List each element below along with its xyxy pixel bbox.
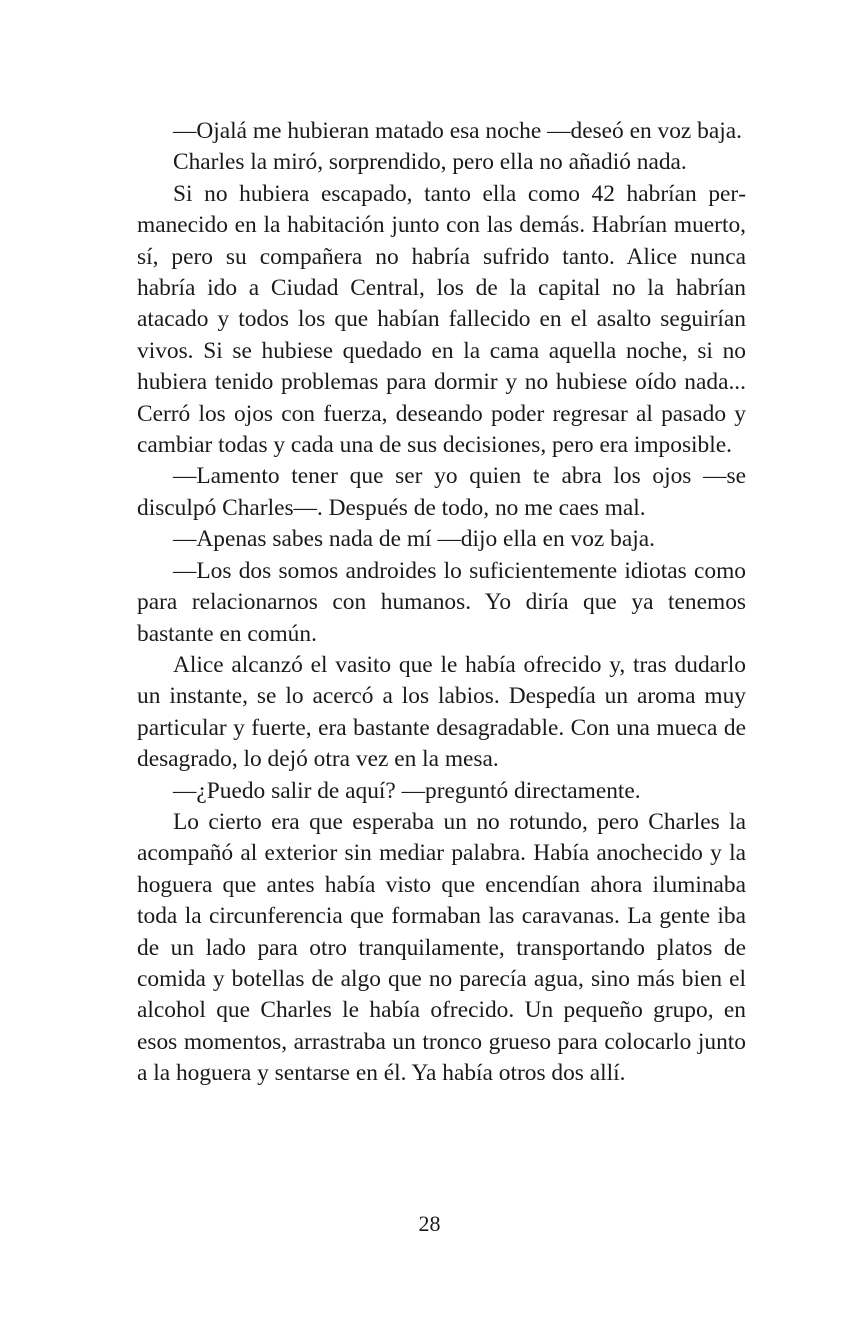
paragraph: Charles la miró, sorprendido, pero ella no añadió nada. [173,149,687,176]
paragraph: —Apenas sabes nada de mí —dijo ella en voz baja. [173,526,655,553]
body-text [137,116,746,1090]
paragraph: Si no hubiera escapado, tanto ella como 42 habrían permanecido en la habitación junto con las demás. Habrían muerto, sí, pero su compañera no habría sufrido tanto. Alice nunca habría ido a Ciudad Central, los de la capital no la habrían atacado y todos los que habían fallecido en el asalto seguirían vivos. Si se hubiese quedado en la cama aquella noche, si no hubiera tenido problemas para dormir y no hubiese oído nada... Cerró los ojos con fuerza, deseando poder regresar al pasado y cambiar todas y cada una de sus decisiones, pero era imposible. [137,180,746,459]
paragraph: Lo cierto era que esperaba un no rotundo, pero Charles la acompañó al exterior sin mediar palabra. Había anochecido y la hoguera que antes había visto que encendían ahora iluminaba toda la circunferencia que formaban las caravanas. La gente iba de un lado para otro tranquilamente, transportando platos de comida y botellas de algo que no parecía agua, sino más bien el alcohol que Charles le había ofrecido. Un pequeño grupo, en esos momentos, arrastraba un tronco grueso para colocarlo junto a la hoguera y sentarse en él. Ya había otros dos allí. [137,808,746,1087]
paragraph: —Lamento tener que ser yo quien te abra los ojos —se disculpó Charles—. Después de todo, no me caes mal. [137,463,746,521]
page-number: 28 [418,1211,441,1236]
paragraph: —Los dos somos androides lo suficientemente idiotas como para relacionarnos con humanos. Yo diría que ya tenemos bastante en común. [137,557,746,647]
paragraph: Alice alcanzó el vasito que le había ofrecido y, tras dudarlo un instante, se lo acercó a los labios. Despedía un aroma muy particular y fuerte, era bastante desagradable. Con una mueca de desagrado, lo dejó otra vez en la mesa. [137,651,746,773]
paragraph: —¿Puedo salir de aquí? —preguntó directamente. [173,777,641,804]
paragraph: —Ojalá me hubieran matado esa noche —deseó en voz baja. [173,118,742,144]
